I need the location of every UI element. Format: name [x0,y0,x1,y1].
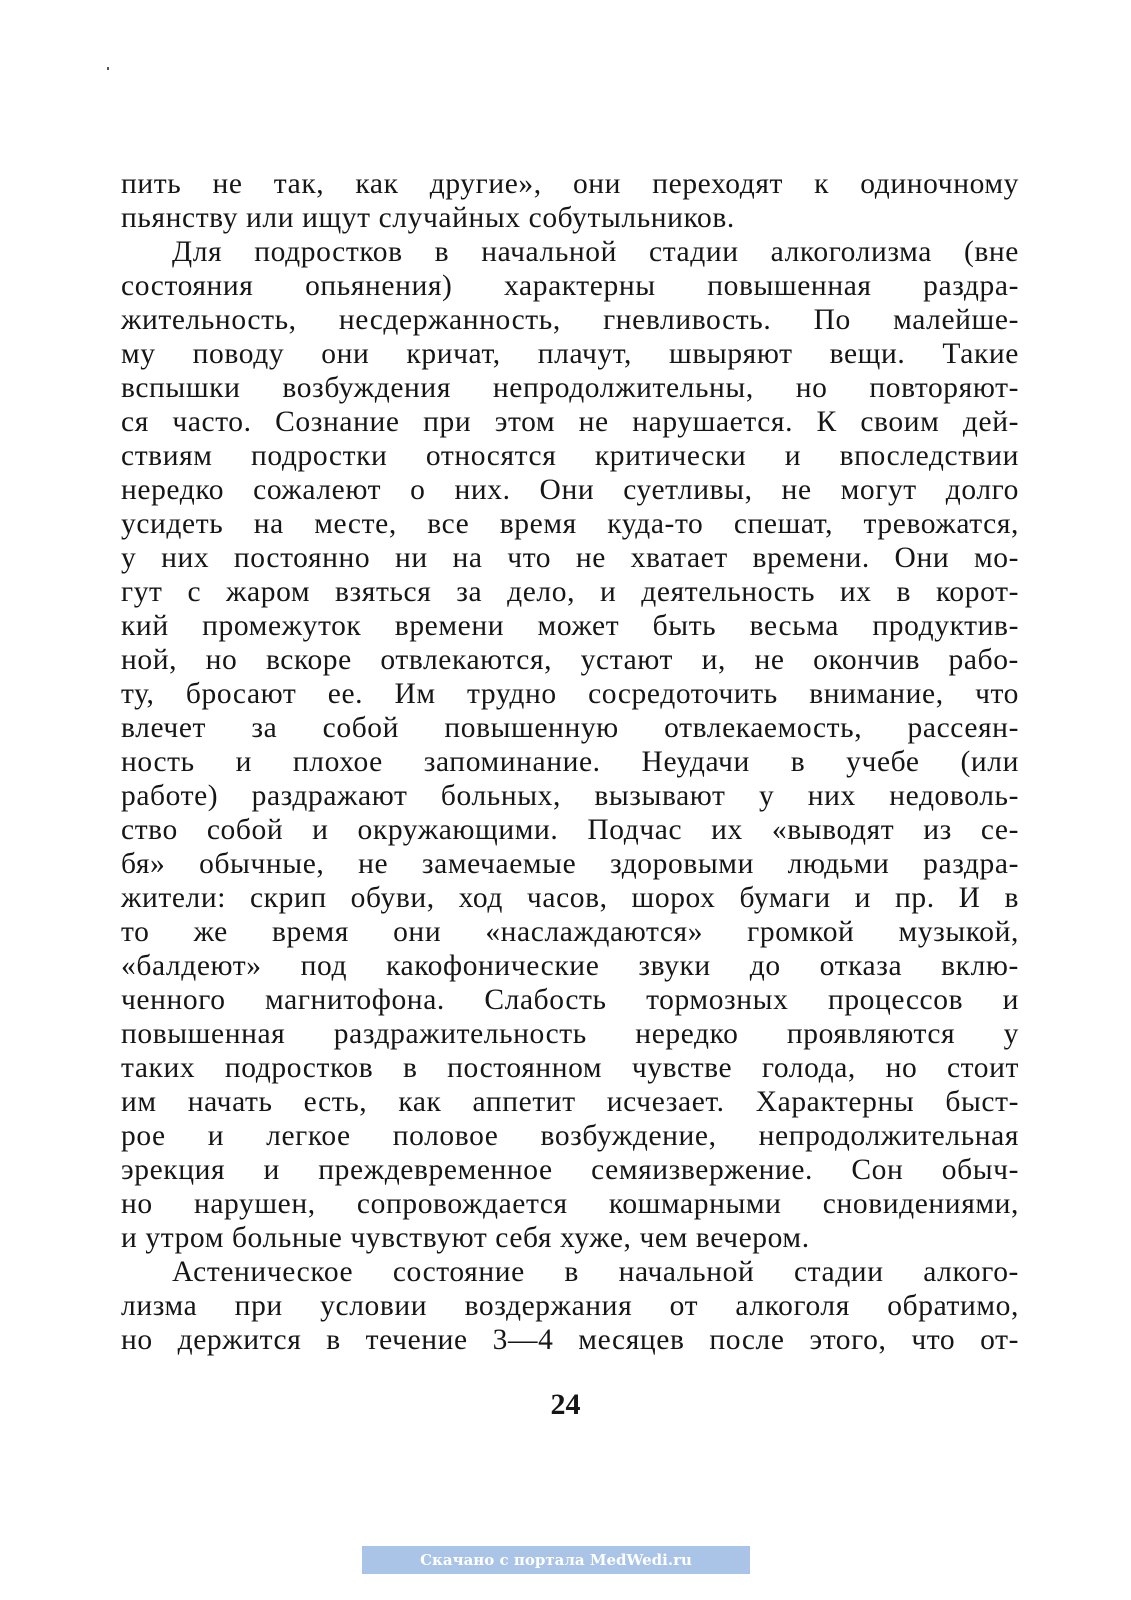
text-line: «балдеют» под какофонические звуки до отказа вклю- [121,950,1019,982]
text-line: ной, но вскоре отвлекаются, устают и, не окончив рабо- [121,644,1019,676]
scan-speck [107,67,109,70]
text-line: и утром больные чувствуют себя хуже, чем вечером. [121,1222,810,1254]
text-line: влечет за собой повышенную отвлекаемость, рассеян- [121,712,1019,744]
text-line: но нарушен, сопровождается кошмарными сновидениями, [121,1188,1019,1220]
text-line: ствиям подростки относятся критически и впоследствии [121,440,1019,472]
text-line: ство собой и окружающими. Подчас их «выводят из се- [121,814,1019,846]
text-line: состояния опьянения) характерны повышенная раздра- [121,270,1019,302]
watermark-banner: Скачано с портала MedWedi.ru [362,1546,750,1574]
text-line: у них постоянно ни на что не хватает времени. Они мо- [121,542,1019,574]
text-line: нередко сожалеют о них. Они суетливы, не могут долго [121,474,1019,506]
text-line: рое и легкое половое возбуждение, непродолжительная [121,1120,1019,1152]
text-line: жители: скрип обуви, ход часов, шорох бумаги и пр. И в [121,882,1019,914]
page-number: 24 [550,1388,581,1421]
text-line: таких подростков в постоянном чувстве голода, но стоит [121,1052,1019,1084]
text-line: вспышки возбуждения непродолжительны, но повторяют- [121,372,1019,404]
text-line: то же время они «наслаждаются» громкой музыкой, [121,916,1019,948]
text-line: им начать есть, как аппетит исчезает. Характерны быст- [121,1086,1019,1118]
text-line: повышенная раздражительность нередко проявляются у [121,1018,1019,1050]
text-line: ченного магнитофона. Слабость тормозных процессов и [121,984,1019,1016]
text-line: пьянству или ищут случайных собутыльников. [121,202,735,234]
text-line: но держится в течение 3—4 месяцев после этого, что от- [121,1324,1019,1356]
text-line: лизма при условии воздержания от алкоголя обратимо, [121,1290,1019,1322]
text-line: му поводу они кричат, плачут, швыряют вещи. Такие [121,338,1019,370]
text-line: ность и плохое запоминание. Неудачи в учебе (или [121,746,1019,778]
text-line: Для подростков в начальной стадии алкоголизма (вне [172,236,1019,268]
text-line: Астеническое состояние в начальной стадии алкого- [172,1256,1019,1288]
text-line: эрекция и преждевременное семяизвержение. Сон обыч- [121,1154,1019,1186]
text-line: ся часто. Сознание при этом не нарушается. К своим дей- [121,406,1019,438]
body-text [121,167,1019,1357]
text-line: жительность, несдержанность, гневливость. По малейше- [121,304,1019,336]
text-line: усидеть на месте, все время куда-то спешат, тревожатся, [121,508,1019,540]
text-line: гут с жаром взяться за дело, и деятельность их в корот- [121,576,1019,608]
text-line: ту, бросают ее. Им трудно сосредоточить внимание, что [121,678,1019,710]
text-line: работе) раздражают больных, вызывают у них недоволь- [121,780,1019,812]
text-line: кий промежуток времени может быть весьма продуктив- [121,610,1019,642]
text-line: пить не так, как другие», они переходят к одиночному [121,168,1019,200]
text-line: бя» обычные, не замечаемые здоровыми людьми раздра- [121,848,1019,880]
